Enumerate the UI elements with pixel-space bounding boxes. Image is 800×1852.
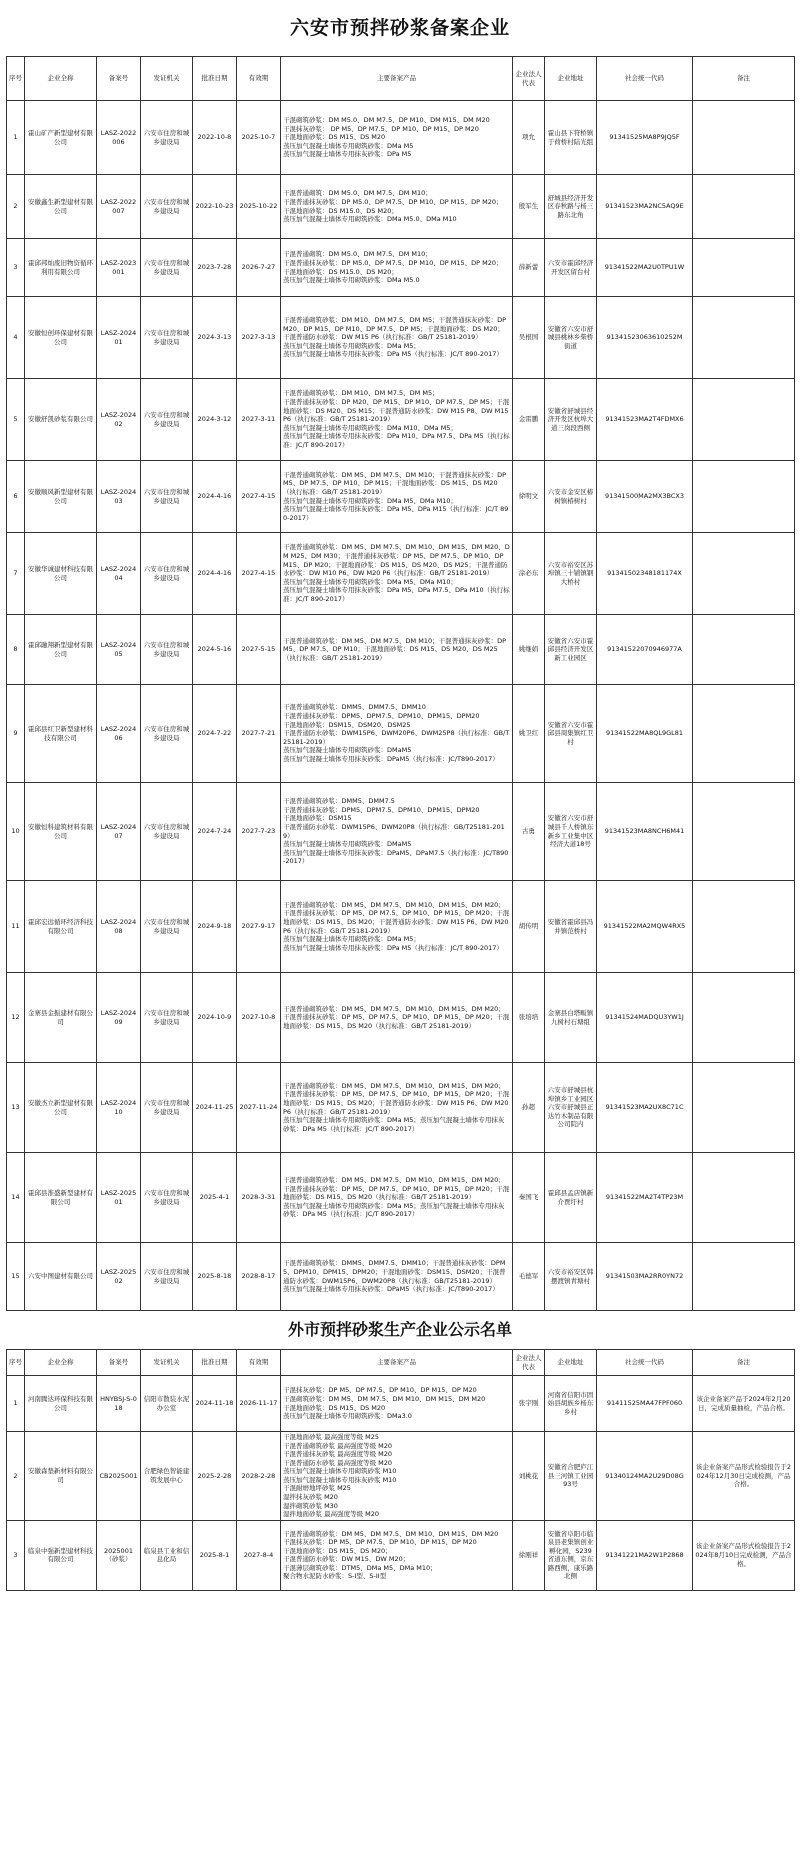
cell-addr: 安徽省阜阳市临泉县老集镇创业孵化园，S239省道东侧，京东路西侧，康乐路北侧: [545, 1520, 597, 1590]
cell-reg: LASZ-202406: [97, 685, 141, 783]
cell-valid: 2027-11-24: [237, 1063, 281, 1153]
cell-name: 安徽鑫生新型建材有限公司: [25, 175, 97, 239]
cell-note: [693, 297, 795, 379]
cell-name: 安徽森垫新材料有限公司: [25, 1432, 97, 1521]
cell-note: 该企业备案产品形式检验报告于2024年8月10日完成检测，产品合格。: [693, 1520, 795, 1590]
cell-org: 合肥绿色智能建筑发展中心: [141, 1432, 193, 1521]
cell-addr: 安徽省霍邱县冯井镇范桥村: [545, 881, 597, 973]
cell-org: 六安市住房和城乡建设局: [141, 1063, 193, 1153]
cell-rep: 殷军生: [513, 175, 545, 239]
table-row: [7, 685, 795, 783]
cell-org: 六安市住房和城乡建设局: [141, 881, 193, 973]
cell-products: 干混普通砌筑砂浆：DM M5、DM M7.5、DM M10、DM M15、DM M20；干混普通抹灰砂浆：DP M5、DP M7.5、DP M10、DP M15、DP M20；干混地面砂浆：DS M15、DS M20（执行标准：GB/T 25181-2019） 蒸压加气混凝土墙体专用砌筑砂浆：DMa M5；蒸压加气混凝土墙体专用抹灰砂浆：DPa M5（执行标准：JC/T 890-2017）: [281, 1153, 513, 1243]
cell-products: 干混普通砌筑砂浆：DM M5、DM M7.5、DM M10、DM M15、DM M20；干混普通抹灰砂浆：DP M5、DP M7.5、DP M10、DP M15、DP M20；干混地面砂浆：DS M15、DS M20；干混普通防水砂浆：DW M15 P6、DW M20 P6（执行标准：GB/T 25181-2019） 蒸压加气混凝土墙体专用砌筑砂浆：DMa M5；蒸压加气混凝土墙体专用抹灰砂浆：DPa M5（执行标准：JC/T 890-2017）: [281, 1063, 513, 1153]
cell-no: 7: [7, 533, 25, 615]
page-title: 六安市预拌砂浆备案企业: [289, 17, 510, 39]
cell-rep: 薛新蕾: [513, 239, 545, 297]
cell-code: 91341500MA2MX3BCX3: [597, 461, 693, 533]
cell-code: 91341523MA2NC5AQ9E: [597, 175, 693, 239]
cell-name: 临泉中强新型建材科技有限公司: [25, 1520, 97, 1590]
cell-code: 91341221MA2W1P2868: [597, 1520, 693, 1590]
cell-products: 干混普通砌筑砂浆：DM M5、DM M7.5、DM M10、DM M15、DM M20 干混抹灰砂浆：DP M5、DP M7.5、DP M10、DP M15、DP M20 干混地面砂浆：DS M15、DS M20； 干混普通防水砂浆：DW M15、DW M20； 干混薄层砌筑砂浆：DTM5、DMa M5、DMa M10； 聚合物水泥防水砂浆：S-I型、S-II型: [281, 1520, 513, 1590]
cell-reg: LASZ-2023001: [97, 239, 141, 297]
cell-name: 安徽恒科建筑材料有限公司: [25, 783, 97, 881]
table-row: [7, 783, 795, 881]
cell-name: 霍邱融翔新型建材有限公司: [25, 615, 97, 685]
cell-code: 91341523MA8NCH6M41: [597, 783, 693, 881]
cell-name: 安徽杰立新型建材有限公司: [25, 1063, 97, 1153]
cell-addr: 六安市舒城县杭埠镇乡工业园区六安市舒城县正达竹木制品有限公司院内: [545, 1063, 597, 1153]
cell-no: 4: [7, 297, 25, 379]
cell-rep: 姚卫红: [513, 685, 545, 783]
header-products: 主要备案产品: [281, 1350, 513, 1376]
cell-reg: LASZ-202409: [97, 973, 141, 1063]
cell-code: 91411525MA47FPF060: [597, 1376, 693, 1432]
cell-approved: 2022-10-8: [193, 101, 237, 175]
cell-no: 6: [7, 461, 25, 533]
cell-reg: 2025001（砂浆）: [97, 1520, 141, 1590]
cell-valid: 2027-5-15: [237, 615, 281, 685]
cell-name: 河南腾达环保科技有限公司: [25, 1376, 97, 1432]
header-no: 序号: [7, 57, 25, 101]
cell-name: 霍邱县淮盛新型建材有限公司: [25, 1153, 97, 1243]
cell-reg: LASZ-202407: [97, 783, 141, 881]
header-valid: 有效期: [237, 57, 281, 101]
cell-addr: 霍邱县孟店镇新介贾圩村: [545, 1153, 597, 1243]
cell-valid: 2027-3-11: [237, 379, 281, 461]
cell-reg: LASZ-202502: [97, 1243, 141, 1311]
header-rep: 企业法人代表: [513, 57, 545, 101]
header-valid: 有效期: [237, 1350, 281, 1376]
cell-reg: LASZ-2022007: [97, 175, 141, 239]
table-row: [7, 1063, 795, 1153]
cell-approved: 2024-3-12: [193, 379, 237, 461]
table-row: [7, 379, 795, 461]
cell-rep: 古勇: [513, 783, 545, 881]
cell-approved: 2024-9-18: [193, 881, 237, 973]
cell-rep: 项允: [513, 101, 545, 175]
cell-org: 六安市住房和城乡建设局: [141, 1153, 193, 1243]
cell-no: 2: [7, 175, 25, 239]
cell-rep: 孙超: [513, 1063, 545, 1153]
cell-org: 六安市住房和城乡建设局: [141, 379, 193, 461]
cell-reg: LASZ-202404: [97, 533, 141, 615]
cell-note: [693, 239, 795, 297]
cell-addr: 六安市裕安区韩摆渡镇青塘村: [545, 1243, 597, 1311]
cell-reg: LASZ-202408: [97, 881, 141, 973]
cell-org: 六安市住房和城乡建设局: [141, 973, 193, 1063]
cell-rep: 姚继娟: [513, 615, 545, 685]
cell-products: 干混普通砌筑砂浆：DMM5、DMM7.5、DMM10 干混普通抹灰砂浆：DPM5、DPM7.5、DPM10、DPM15、DPM20 干混地面砂浆：DSM15、DSM20、DSM25 干混普通防水砂浆：DWM15P6、DWM20P6、DWM25P8（执行标准：GB/T25181-2019） 蒸压加气混凝土墙体专用砌筑砂浆：DMaM5 蒸压加气混凝土墙体专用抹灰砂浆：DPaM5（执行标准：JC/T890-2017）: [281, 685, 513, 783]
cell-note: [693, 175, 795, 239]
cell-reg: LASZ-202405: [97, 615, 141, 685]
local-table-body: [7, 101, 795, 1311]
header-org: 发证机关: [141, 1350, 193, 1376]
cell-code: 91341502348181174X: [597, 533, 693, 615]
cell-products: 干混普通砌筑砂浆：DM M5、DM M7.5、DM M10；干混普通抹灰砂浆：DP M5、DP M7.5、DP M10、DP M15；干混地面砂浆：DS M15、DS M20（执行标准：GB/T 25181-2019） 蒸压加气混凝土墙体专用砌筑砂浆：DMa M5、DMa M10； 蒸压加气混凝土墙体专用抹灰砂浆：DPa M5、DPa M15（执行标准：JC/T 890-2017）: [281, 461, 513, 533]
cell-reg: LASZ-202401: [97, 297, 141, 379]
cell-addr: 安徽省舒城县经济开发区杭埠大道三岗段西侧: [545, 379, 597, 461]
cell-addr: 安徽省六安市霍邱县经济开发区新工业园区: [545, 615, 597, 685]
cell-valid: 2028-3-31: [237, 1153, 281, 1243]
cell-name: 安徽恒创环保建材有限公司: [25, 297, 97, 379]
cell-reg: LASZ-202403: [97, 461, 141, 533]
table-row: [7, 1432, 795, 1521]
header-note: 备注: [693, 1350, 795, 1376]
outside-table-body: [7, 1376, 795, 1591]
cell-rep: 吴根国: [513, 297, 545, 379]
cell-note: 该企业备案产品于2024年2月20日，完成质量抽检，产品合格。: [693, 1376, 795, 1432]
cell-products: 干混普通砌筑砂浆：DMM5、DMM7.5 干混普通抹灰砂浆：DPM5、DPM7.5、DPM10、DPM15、DPM20 干混地面砂浆：DSM15 干混普通防水砂浆：DWM15P6、DWM20P8（执行标准：GB/T25181-2019） 蒸压加气混凝土墙体专用砌筑砂浆：DMaM5 蒸压加气混凝土墙体专用抹灰砂浆：DPaM5、DPaM7.5（执行标准：JC/T890-2017）: [281, 783, 513, 881]
cell-code: 91341503MA2RR0YN72: [597, 1243, 693, 1311]
header-note: 备注: [693, 57, 795, 101]
cell-code: 91341523063610252M: [597, 297, 693, 379]
cell-valid: 2027-7-21: [237, 685, 281, 783]
cell-valid: 2027-9-17: [237, 881, 281, 973]
cell-addr: 河南省信阳市固始县胡族乡杨东乡村: [545, 1376, 597, 1432]
cell-addr: 霍山县下符桥镇于荷桥村陆光组: [545, 101, 597, 175]
cell-approved: 2025-2-28: [193, 1432, 237, 1521]
cell-approved: 2022-10-23: [193, 175, 237, 239]
cell-name: 霍山矿产新型建材有限公司: [25, 101, 97, 175]
cell-no: 14: [7, 1153, 25, 1243]
table-row: [7, 615, 795, 685]
cell-products: 干混普通砌筑砂浆：DM M5、DM M7.5、DM M10、DM M15、DM M20、DM M25、DM M30；干混普通抹灰砂浆：DP M5、DP M7.5、DP M10、DP M15、DP M20；干混地面砂浆：DS M15、DS M20、DS M25；干混普通防水砂浆：DW M10 P6、DW M20 P6（执行标准：GB/T 25181-2019） 蒸压加气混凝土墙体专用砌筑砂浆：DMa M5、DMa M10； 蒸压加气混凝土墙体专用抹灰砂浆：DPa M5、DPa M7.5、DPa M10（执行标准：JC/T 890-2017）: [281, 533, 513, 615]
cell-rep: 张宇刚: [513, 1376, 545, 1432]
cell-no: 13: [7, 1063, 25, 1153]
cell-valid: 2027-10-8: [237, 973, 281, 1063]
cell-products: 干混普通砌筑：DM M5.0、DM M7.5、DM M10； 干混普通抹灰砂浆：DP M5.0、DP M7.5、DP M10、DP M15、DP M20； 干混地面砂浆：DS M15.0、DS M20； 蒸压加气混凝土墙体专用砌筑砂浆：DMa M5.0、DMa M10: [281, 175, 513, 239]
header-reg: 备案号: [97, 1350, 141, 1376]
cell-reg: LASZ-202402: [97, 379, 141, 461]
cell-code: 91341522MA2U0TPU1W: [597, 239, 693, 297]
cell-code: 91341522MA2MQW4RX5: [597, 881, 693, 973]
cell-note: [693, 1243, 795, 1311]
cell-approved: 2024-4-16: [193, 533, 237, 615]
cell-approved: 2024-7-22: [193, 685, 237, 783]
cell-products: 干混普通砌筑砂浆：DM M5、DM M7.5、DM M10、DM M15、DM M20；干混普通抹灰砂浆：DP M5、DP M7.5、DP M10、DP M15、DP M20；干混地面砂浆：DS M15、DS M20（执行标准：GB/T 25181-2019）: [281, 973, 513, 1063]
cell-approved: 2025-8-1: [193, 1520, 237, 1590]
cell-note: [693, 1153, 795, 1243]
table-row: [7, 1376, 795, 1432]
cell-no: 12: [7, 973, 25, 1063]
cell-reg: LASZ-202501: [97, 1153, 141, 1243]
cell-org: 六安市住房和城乡建设局: [141, 461, 193, 533]
cell-valid: 2027-3-13: [237, 297, 281, 379]
table-header-row: [7, 57, 795, 101]
cell-approved: 2024-10-9: [193, 973, 237, 1063]
header-name: 企业全称: [25, 1350, 97, 1376]
table-row: [7, 881, 795, 973]
cell-rep: 胡传明: [513, 881, 545, 973]
cell-addr: 安徽省合肥庐江县三河镇工业园93号: [545, 1432, 597, 1521]
cell-org: 六安市住房和城乡建设局: [141, 239, 193, 297]
cell-code: 91341522MA2T4TP23M: [597, 1153, 693, 1243]
cell-addr: 安徽省六安市舒城县桃林乡柴桥街道: [545, 297, 597, 379]
cell-rep: 刘桃花: [513, 1432, 545, 1521]
cell-rep: 秦国飞: [513, 1153, 545, 1243]
cell-note: [693, 1063, 795, 1153]
table-row: [7, 175, 795, 239]
cell-valid: 2028-8-17: [237, 1243, 281, 1311]
header-addr: 企业地址: [545, 1350, 597, 1376]
cell-org: 六安市住房和城乡建设局: [141, 1243, 193, 1311]
cell-products: 干混普通砌筑砂浆：DMM5、DMM7.5、DMM10；干混普通抹灰砂浆：DPM5、DPM10、DPM15、DPM20；干混地面砂浆：DSM15、DSM20；干混普通防水砂浆：DWM15P6、DWM20P8（执行标准：GB/T25181-2019） 蒸压加气混凝土墙体专用抹灰砂浆：DPaM5（执行标准：JC/T890-2017）: [281, 1243, 513, 1311]
header-name: 企业全称: [25, 57, 97, 101]
header-org: 发证机关: [141, 57, 193, 101]
header-code: 社会统一代码: [597, 57, 693, 101]
cell-no: 11: [7, 881, 25, 973]
cell-code: 91340124MA2U29D08G: [597, 1432, 693, 1521]
cell-addr: 舒城县经济开发区春秋路与杨三路东北角: [545, 175, 597, 239]
cell-approved: 2023-7-28: [193, 239, 237, 297]
header-approved: 批准日期: [193, 57, 237, 101]
cell-no: 8: [7, 615, 25, 685]
cell-addr: 金寨县白塔畈镇九树村石塘组: [545, 973, 597, 1063]
table-row: [7, 239, 795, 297]
outside-enterprise-table: [6, 1349, 795, 1591]
cell-note: [693, 615, 795, 685]
local-enterprise-table: [6, 56, 795, 1311]
cell-products: 干混普通砌筑砂浆：DM M10、DM M7.5、DM M5； 干混普通抹灰砂浆：DP M20、DP M15、DP M10、DP M7.5、DP M5；干混地面砂浆：DS M20、DS M15；干混普通防水砂浆：DW M15 P8、DW M15 P6（执行标准：GB/T 25181-2019） 蒸压加气混凝土墙体专用砌筑砂浆：DMa M10、DMa M5； 蒸压加气混凝土墙体专用抹灰砂浆：DPa M10、DPa M7.5、DPa M5（执行标准：JC/T 890-2017）: [281, 379, 513, 461]
cell-name: 安徽华诚建材科技有限公司: [25, 533, 97, 615]
table-row: [7, 1243, 795, 1311]
cell-note: [693, 783, 795, 881]
cell-note: [693, 101, 795, 175]
cell-note: 该企业备案产品形式检验报告于2024年12月30日完成检测，产品合格。: [693, 1432, 795, 1521]
cell-no: 3: [7, 239, 25, 297]
header-rep: 企业法人代表: [513, 1350, 545, 1376]
cell-reg: HNYBSJ-S-018: [97, 1376, 141, 1432]
cell-approved: 2024-3-13: [193, 297, 237, 379]
cell-no: 1: [7, 1376, 25, 1432]
table-row: [7, 533, 795, 615]
cell-no: 9: [7, 685, 25, 783]
header-reg: 备案号: [97, 57, 141, 101]
table-row: [7, 297, 795, 379]
cell-code: 91341524MADQU3YW1J: [597, 973, 693, 1063]
cell-valid: 2027-4-15: [237, 533, 281, 615]
cell-valid: 2025-10-7: [237, 101, 281, 175]
cell-approved: 2024-11-18: [193, 1376, 237, 1432]
cell-org: 六安市住房和城乡建设局: [141, 101, 193, 175]
cell-products: 干混砌筑砂浆：DM M5.0、DM M7.5、DP M10、DM M15、DM M20 干混抹灰砂浆： DP M5、DP M7.5、DP M10、DP M15、DP M20 干混地面砂浆：DS M15、DS M20 蒸压加气混凝土墙体专用砌筑砂浆：DMa M5 蒸压加气混凝土墙体专用抹灰砂浆：DPa M5: [281, 101, 513, 175]
cell-no: 5: [7, 379, 25, 461]
cell-products: 干混普通砌筑：DM M5.0、DM M7.5、DM M10； 干混普通抹灰砂浆：DP M5.0、DP M7.5、DP M10、DP M15、DP M20； 干混地面砂浆：DS M15.0、DS M20； 蒸压加气混凝土墙体专用砌筑砂浆：DMa M5.0: [281, 239, 513, 297]
cell-products: 干混地面砂浆 最高强度等级 M25 干混普通砌筑砂浆 最高强度等级 M20 干混普通抹灰砂浆 最高强度等级 M20 干混普通防水砂浆 最高强度等级 M20 蒸压加气混凝土墙体专用砌筑砂浆 M10 蒸压加气混凝土墙体专用抹灰砂浆 M10 干混耐磨地坪砂浆 M25 湿拌抹灰砂浆 M20 湿拌砌筑砂浆 M30 湿拌地面砂浆 最高强度等级 M20: [281, 1432, 513, 1521]
cell-valid: 2027-4-15: [237, 461, 281, 533]
cell-valid: 2027-8-4: [237, 1520, 281, 1590]
cell-addr: 六安市金安区椿树镇椿树村: [545, 461, 597, 533]
cell-org: 六安市住房和城乡建设局: [141, 615, 193, 685]
cell-valid: 2028-2-28: [237, 1432, 281, 1521]
cell-approved: 2025-8-18: [193, 1243, 237, 1311]
table-row: [7, 1520, 795, 1590]
cell-name: 霍邱宏远循环经济科技有限公司: [25, 881, 97, 973]
cell-org: 六安市住房和城乡建设局: [141, 533, 193, 615]
cell-code: 91341522070946977A: [597, 615, 693, 685]
cell-addr: 安徽省六安市舒城县千人桥镇东新乡工业集中区经济大道18号: [545, 783, 597, 881]
cell-code: 91341523MA2T4FDMX6: [597, 379, 693, 461]
cell-no: 10: [7, 783, 25, 881]
cell-org: 六安市住房和城乡建设局: [141, 685, 193, 783]
cell-valid: 2025-10-22: [237, 175, 281, 239]
cell-approved: 2024-11-25: [193, 1063, 237, 1153]
cell-rep: 金雷鹏: [513, 379, 545, 461]
cell-reg: LASZ-202410: [97, 1063, 141, 1153]
header-products: 主要备案产品: [281, 57, 513, 101]
header-code: 社会统一代码: [597, 1350, 693, 1376]
cell-code: 91341523MA2UX8C71C: [597, 1063, 693, 1153]
cell-valid: 2027-7-23: [237, 783, 281, 881]
cell-note: [693, 533, 795, 615]
cell-code: 91341522MA8QL9GL81: [597, 685, 693, 783]
table-row: [7, 101, 795, 175]
cell-org: 六安市住房和城乡建设局: [141, 783, 193, 881]
cell-name: 霍邱邦灿废旧物资循环利用有限公司: [25, 239, 97, 297]
cell-products: 干混普通砌筑砂浆：DM M5、DM M7.5、DM M10、DM M15、DM M20；干混普通抹灰砂浆：DP M5、DP M7.5、DP M10、DP M15、DP M20；干混地面砂浆：DS M15、DS M20；干混普通防水砂浆：DW M15 P6、DW M20 P6（执行标准：GB/T 25181-2019） 蒸压加气混凝土墙体专用砌筑砂浆：DMa M5； 蒸压加气混凝土墙体专用抹灰砂浆：DPa M5（执行标准：JC/T 890-2017）: [281, 881, 513, 973]
table-row: [7, 461, 795, 533]
cell-code: 91341525MA8P9JQ5F: [597, 101, 693, 175]
cell-addr: 六安市裕安区苏埠镇三十铺镇钢大桥村: [545, 533, 597, 615]
cell-name: 安徽顺风新型建材有限公司: [25, 461, 97, 533]
cell-rep: 徐明文: [513, 461, 545, 533]
cell-org: 临泉县工业和信息化局: [141, 1520, 193, 1590]
cell-org: 六安市住房和城乡建设局: [141, 297, 193, 379]
cell-no: 15: [7, 1243, 25, 1311]
cell-note: [693, 461, 795, 533]
cell-org: 信阳市散装水泥办公室: [141, 1376, 193, 1432]
table-header-row: [7, 1350, 795, 1376]
cell-no: 2: [7, 1432, 25, 1521]
cell-approved: 2025-4-1: [193, 1153, 237, 1243]
cell-no: 3: [7, 1520, 25, 1590]
table-row: [7, 973, 795, 1063]
cell-approved: 2024-5-16: [193, 615, 237, 685]
cell-name: 金寨县金振建材有限公司: [25, 973, 97, 1063]
cell-products: 干混抹灰砂浆：DP M5、DP M7.5、DP M10、DP M15、DP M20 干混砌筑砂浆：DM M5、DM M7.5、DM M10、DM M15、DM M20 干混地面砂浆：DS M15、DS M20 蒸压加气混凝土墙体专用砌筑砂浆：DMa3.0: [281, 1376, 513, 1432]
cell-rep: 毛德军: [513, 1243, 545, 1311]
cell-no: 1: [7, 101, 25, 175]
cell-products: 干混普通砌筑砂浆：DM M10、DM M7.5、DM M5；干混普通抹灰砂浆：DP M20、DP M15、DP M10、DP M7.5、DP M5；干混地面砂浆：DS M20；干混普通防水砂浆：DW M15 P6（执行标准：GB/T 25181-2019） 蒸压加气混凝土墙体专用砌筑砂浆：DMa M5； 蒸压加气混凝土墙体专用抹灰砂浆：DPa M5（执行标准：JC/T 890-2017）: [281, 297, 513, 379]
header-no: 序号: [7, 1350, 25, 1376]
header-addr: 企业地址: [545, 57, 597, 101]
cell-approved: 2024-7-24: [193, 783, 237, 881]
cell-rep: 徐刚祥: [513, 1520, 545, 1590]
cell-note: [693, 685, 795, 783]
cell-note: [693, 379, 795, 461]
cell-rep: 张培培: [513, 973, 545, 1063]
cell-rep: 涂必东: [513, 533, 545, 615]
cell-note: [693, 973, 795, 1063]
cell-reg: LASZ-2022006: [97, 101, 141, 175]
cell-note: [693, 881, 795, 973]
section2-title: 外市预拌砂浆生产企业公示名单: [287, 1320, 512, 1339]
cell-valid: 2026-7-27: [237, 239, 281, 297]
cell-valid: 2026-11-17: [237, 1376, 281, 1432]
cell-name: 霍邱县红卫新型建材科技有限公司: [25, 685, 97, 783]
cell-addr: 六安市霍邱经济开发区留台村: [545, 239, 597, 297]
cell-approved: 2024-4-16: [193, 461, 237, 533]
cell-name: 六安中图建材有限公司: [25, 1243, 97, 1311]
cell-addr: 安徽省六安市霍邱县周集镇红卫村: [545, 685, 597, 783]
cell-products: 干混普通砌筑砂浆：DM M5、DM M7.5、DM M10；干混普通抹灰砂浆：DP M5、DP M7.5、DP M10；干混地面砂浆：DS M15、DS M20、DS M25（执行标准：GB/T 25181-2019）: [281, 615, 513, 685]
table-row: [7, 1153, 795, 1243]
cell-reg: CB2025001: [97, 1432, 141, 1521]
cell-org: 六安市住房和城乡建设局: [141, 175, 193, 239]
header-approved: 批准日期: [193, 1350, 237, 1376]
cell-name: 安徽舒凯砂浆有限公司: [25, 379, 97, 461]
